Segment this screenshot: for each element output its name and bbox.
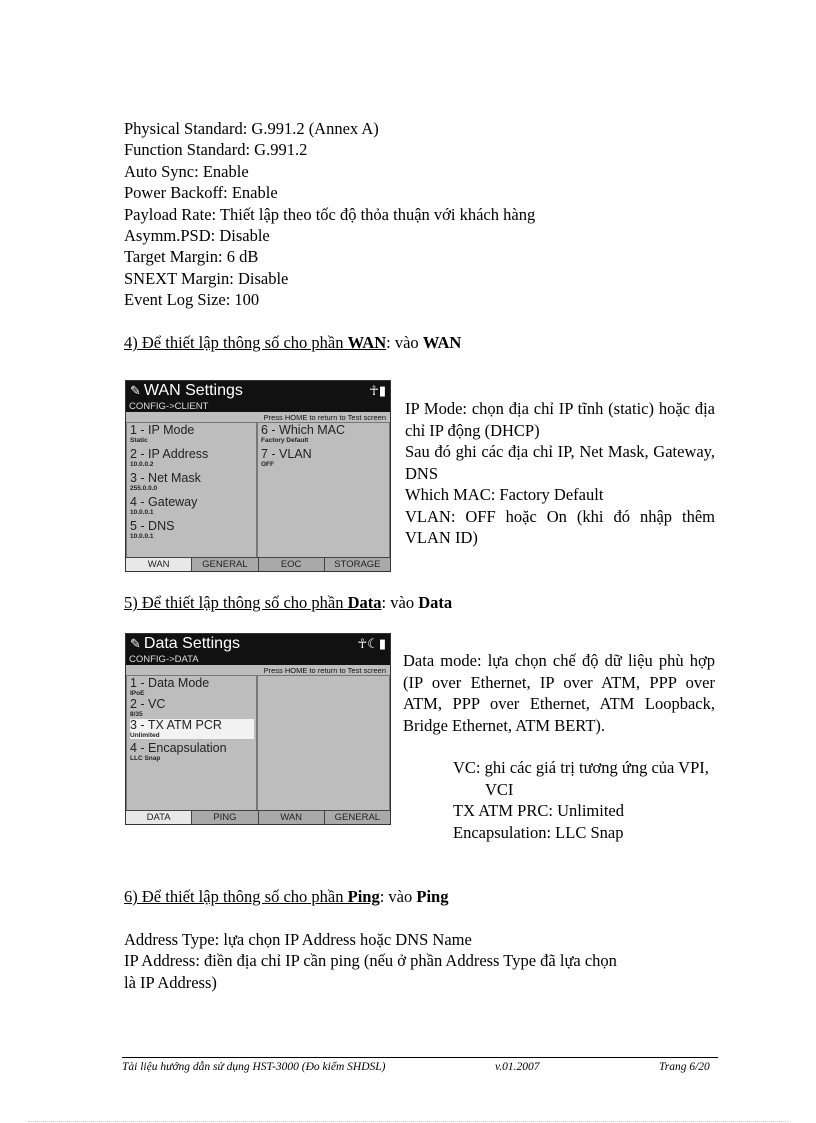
home-hint: Press HOME to return to Test screen [263, 666, 386, 675]
menu-item-encapsulation[interactable]: 4 - Encapsulation LLC Snap [130, 741, 227, 762]
settings-icon: ✎ [130, 636, 141, 651]
tab-wan[interactable]: WAN [126, 558, 192, 571]
param-line: Power Backoff: Enable [124, 183, 278, 203]
footer-document-title: Tài liệu hướng dẫn sử dụng HST-3000 (Đo kiểm SHDSL) [122, 1061, 386, 1073]
footer-version: v.01.2007 [495, 1061, 540, 1073]
desc-encapsulation: Encapsulation: LLC Snap [453, 822, 624, 842]
menu-item-tx-atm-pcr[interactable]: 3 - TX ATM PCR Unlimited [130, 719, 254, 739]
tab-data[interactable]: DATA [126, 811, 192, 824]
right-pane [257, 675, 390, 811]
parameter-list [124, 118, 535, 311]
settings-icon: ✎ [130, 383, 141, 398]
tab-general[interactable]: GENERAL [192, 558, 258, 571]
param-line: Payload Rate: Thiết lập theo tốc độ thỏa thuận với khách hàng [124, 204, 536, 224]
menu-item-which-mac[interactable]: 6 - Which MAC Factory Default [261, 423, 346, 444]
breadcrumb: CONFIG->DATA [126, 654, 390, 665]
home-hint: Press HOME to return to Test screen [263, 413, 386, 422]
screen-title-bar: ✎ Data Settings ☥☾▮ [126, 634, 390, 654]
footer-page-number: Trang 6/20 [659, 1061, 710, 1073]
ping-ip-address-cont: là IP Address) [124, 972, 217, 992]
data-extra-description [453, 757, 753, 843]
menu-item-dns[interactable]: 5 - DNS 10.0.0.1 [130, 519, 175, 540]
tab-general[interactable]: GENERAL [325, 811, 390, 824]
ping-description [124, 929, 719, 993]
breadcrumb: CONFIG->CLIENT [126, 401, 390, 412]
left-pane [126, 422, 257, 558]
wan-settings-screen [125, 380, 391, 572]
desc-data-mode: Data mode: lựa chọn chế độ dữ liệu phù hợp (IP over Ethernet, IP over ATM, PPP over ATM, PPP over Ethernet, ATM Loopback, Bridge Ethernet, ATM BERT). [403, 651, 715, 735]
right-pane [257, 422, 390, 558]
menu-item-data-mode[interactable]: 1 - Data Mode IPoE [130, 676, 210, 697]
screen-title-bar: ✎ WAN Settings ☥▮ [126, 381, 390, 401]
menu-item-ip-mode[interactable]: 1 - IP Mode Static [130, 423, 195, 444]
desc-vci: VCI [485, 779, 514, 799]
left-pane [126, 675, 257, 811]
desc-addresses: Sau đó ghi các địa chỉ IP, Net Mask, Gateway, DNS [405, 442, 715, 483]
ping-address-type: Address Type: lựa chọn IP Address hoặc DNS Name [124, 930, 472, 949]
param-line: Target Margin: 6 dB [124, 247, 259, 267]
battery-icon: ☥▮ [369, 383, 386, 398]
ping-ip-address: IP Address: điền địa chỉ IP cần ping (nếu ở phần Address Type đã lựa chọn [124, 951, 617, 971]
tab-ping[interactable]: PING [192, 811, 258, 824]
menu-item-gateway[interactable]: 4 - Gateway 10.0.0.1 [130, 495, 198, 516]
footer-rule [122, 1057, 718, 1058]
data-mode-description [403, 650, 715, 736]
screen-tabs [126, 557, 390, 571]
page-edge [28, 1121, 788, 1122]
param-line: SNEXT Margin: Disable [124, 268, 289, 288]
tab-wan[interactable]: WAN [259, 811, 325, 824]
data-settings-screen [125, 633, 391, 825]
desc-which-mac: Which MAC: Factory Default [405, 485, 604, 504]
battery-icon: ☥☾▮ [357, 636, 386, 651]
desc-ip-mode: IP Mode: chọn địa chỉ IP tĩnh (static) hoặc địa chỉ IP động (DHCP) [405, 399, 715, 440]
param-line: Function Standard: G.991.2 [124, 140, 308, 160]
menu-item-net-mask[interactable]: 3 - Net Mask 255.0.0.0 [130, 471, 201, 492]
menu-item-vc[interactable]: 2 - VC 8/35 [130, 697, 166, 718]
section-6-heading: 6) Để thiết lập thông số cho phần Ping: vào Ping [124, 887, 449, 906]
menu-item-vlan[interactable]: 7 - VLAN OFF [261, 447, 312, 468]
tab-storage[interactable]: STORAGE [325, 558, 390, 571]
desc-vlan: VLAN: OFF hoặc On (khi đó nhập thêm VLAN ID) [405, 506, 715, 547]
section-4-heading: 4) Để thiết lập thông số cho phần WAN: vào WAN [124, 333, 462, 352]
section-5-heading: 5) Để thiết lập thông số cho phần Data: vào Data [124, 593, 453, 612]
param-line: Auto Sync: Enable [124, 161, 249, 181]
param-line: Asymm.PSD: Disable [124, 226, 270, 246]
param-line: Physical Standard: G.991.2 (Annex A) [124, 119, 379, 138]
param-line: Event Log Size: 100 [124, 290, 260, 310]
wan-description [405, 398, 715, 549]
screen-tabs [126, 810, 390, 824]
desc-tx-atm: TX ATM PRC: Unlimited [453, 801, 624, 820]
menu-item-ip-address[interactable]: 2 - IP Address 10.0.0.2 [130, 447, 209, 468]
desc-vc: VC: ghi các giá trị tương ứng của VPI, [453, 758, 709, 777]
tab-eoc[interactable]: EOC [259, 558, 325, 571]
